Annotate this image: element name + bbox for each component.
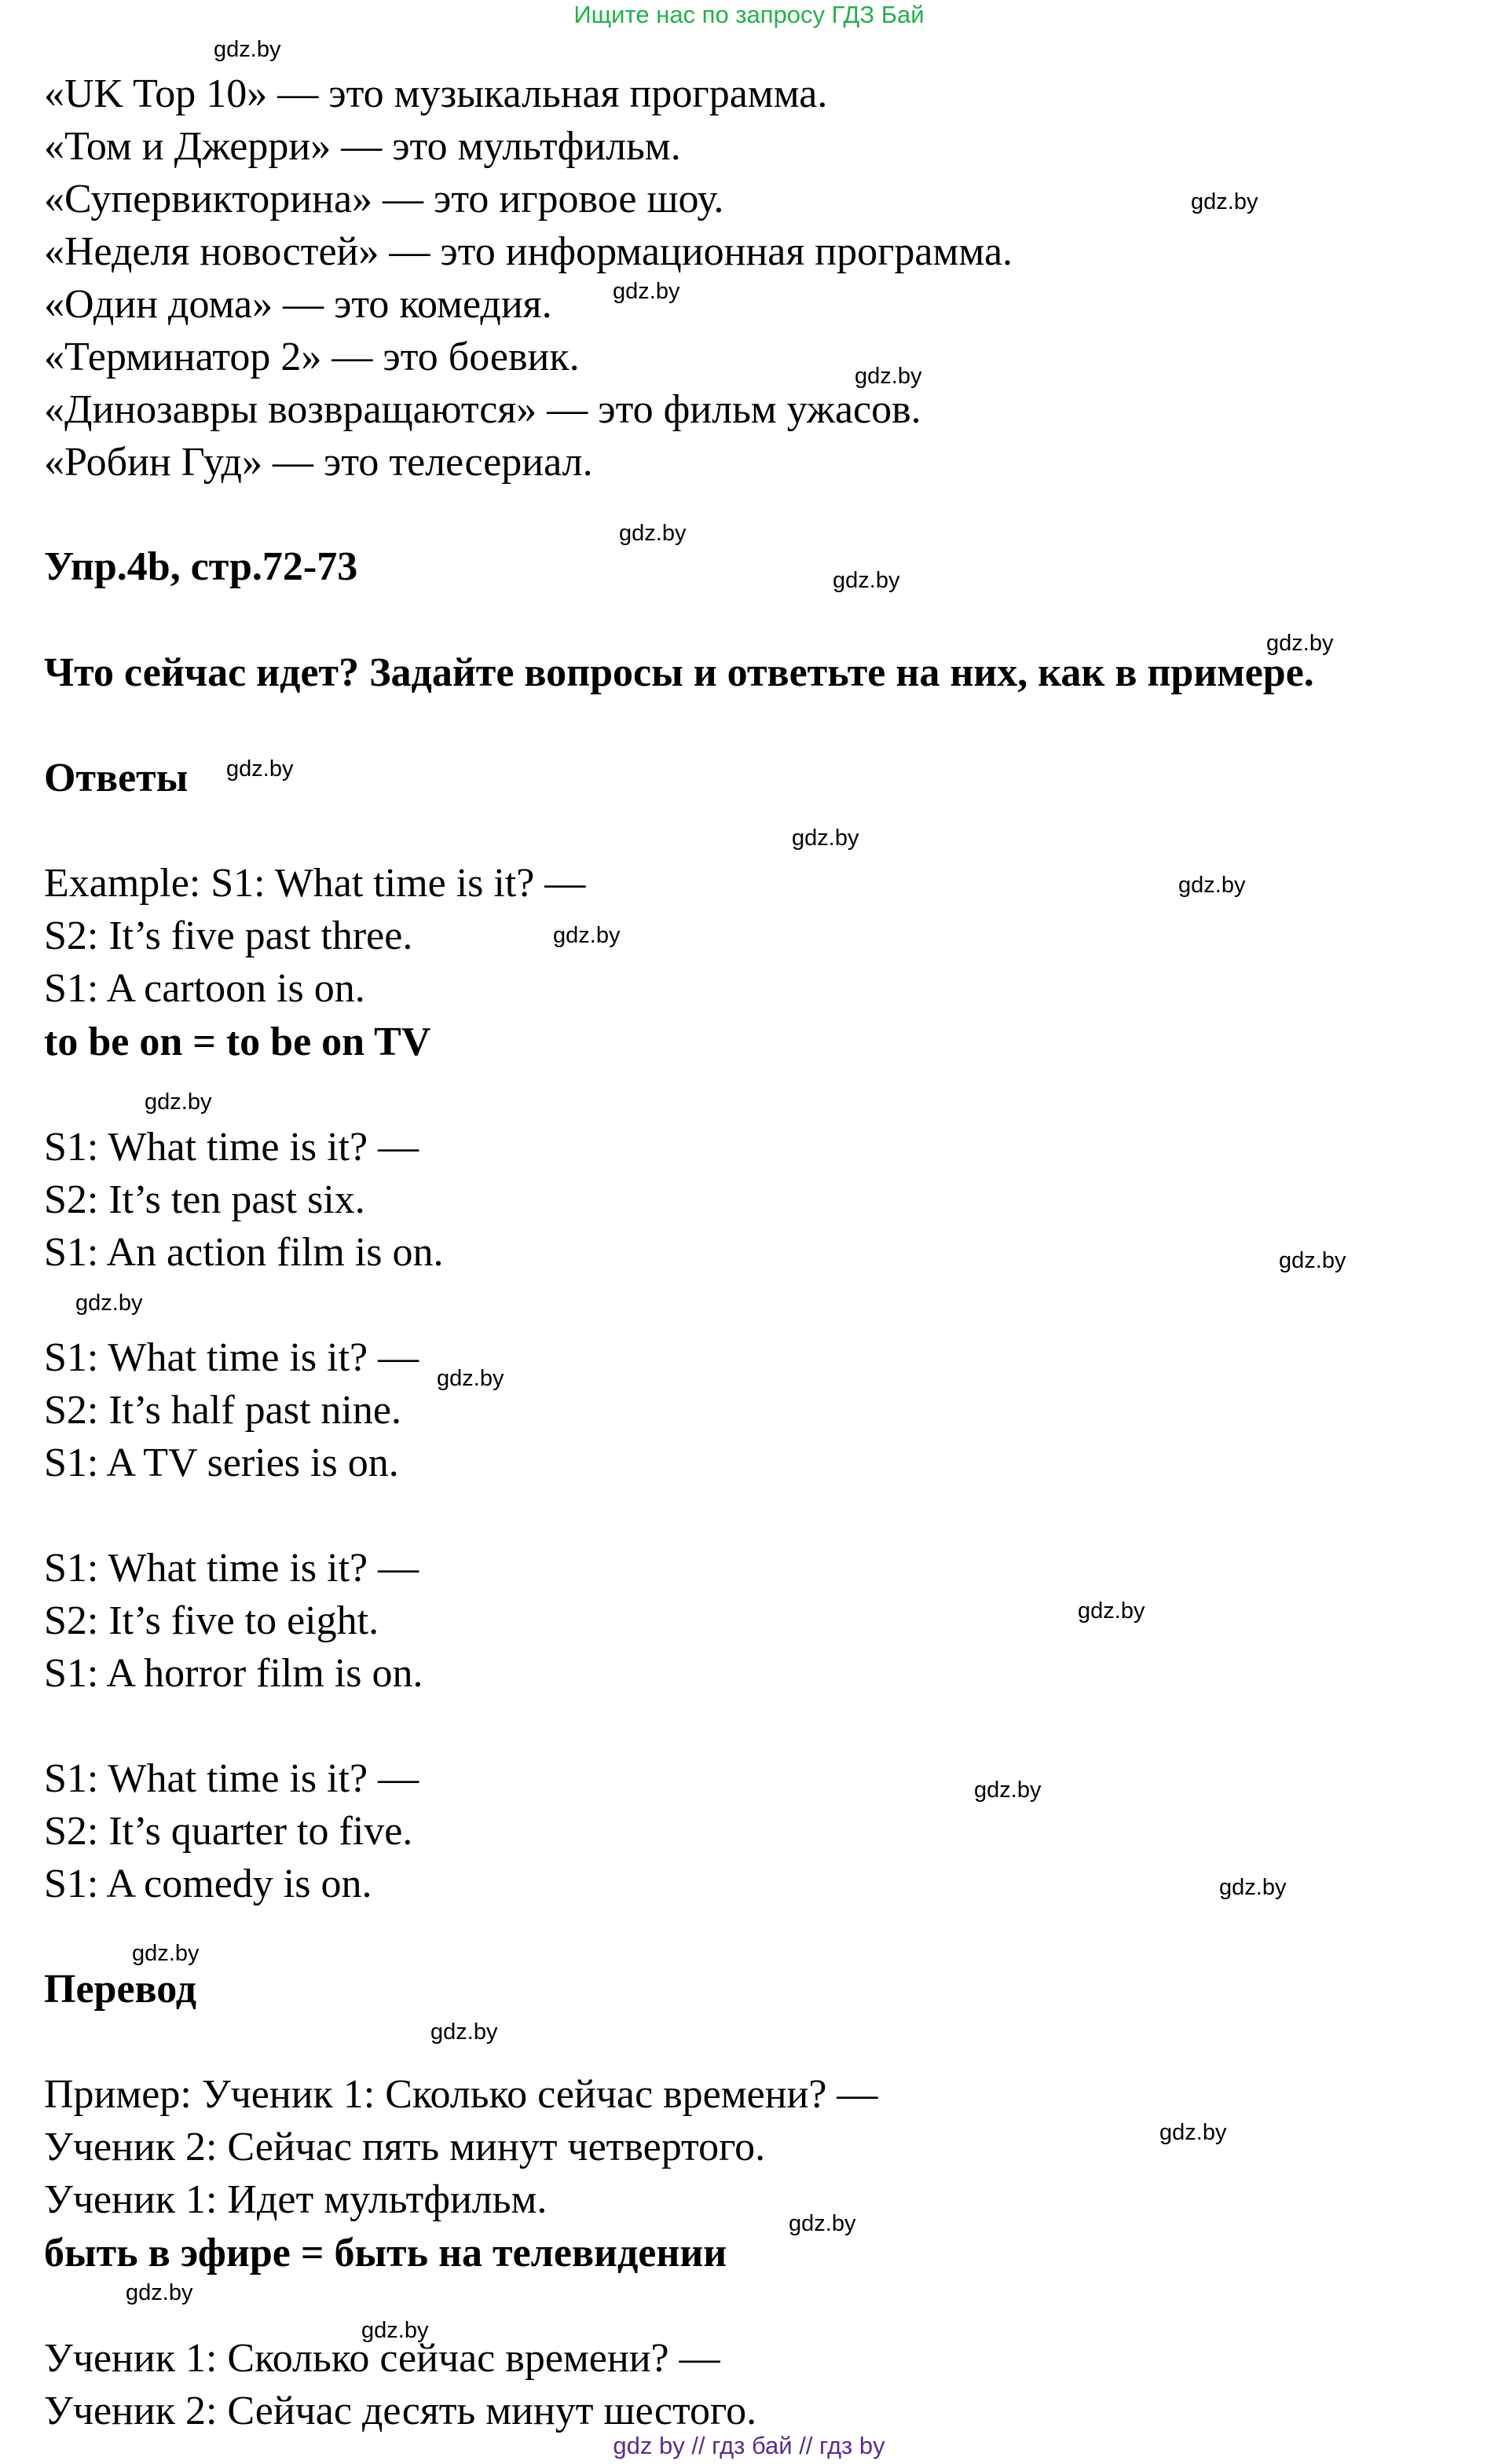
watermark: gdz.by	[1178, 873, 1246, 898]
watermark: gdz.by	[1191, 189, 1258, 214]
watermark: gdz.by	[855, 364, 922, 389]
watermark: gdz.by	[361, 2318, 429, 2343]
text-line: «UK Top 10» — это музыкальная программа.	[44, 71, 828, 116]
text-line: S1: What time is it? —	[44, 1335, 419, 1380]
watermark: gdz.by	[145, 1089, 212, 1115]
watermark: gdz.by	[833, 568, 900, 593]
text-line: Ученик 1: Сколько сейчас времени? —	[44, 2336, 720, 2381]
watermark: gdz.by	[126, 2280, 193, 2305]
watermark: gdz.by	[437, 1366, 504, 1391]
text-line: «Один дома» — это комедия.	[44, 282, 552, 327]
text-line: Ученик 1: Идет мультфильм.	[44, 2177, 548, 2222]
watermark: gdz.by	[792, 826, 859, 851]
translation-heading: Перевод	[44, 1967, 197, 2012]
text-line: S1: A horror film is on.	[44, 1651, 423, 1696]
text-line: S1: What time is it? —	[44, 1125, 419, 1170]
watermark: gdz.by	[132, 1941, 200, 1966]
task-text: Что сейчас идет? Задайте вопросы и ответьте на них, как в примере.	[44, 650, 1314, 695]
watermark: gdz.by	[1219, 1875, 1287, 1900]
watermark: gdz.by	[613, 279, 680, 304]
answers-heading: Ответы	[44, 756, 189, 800]
text-line: S2: It’s half past nine.	[44, 1388, 401, 1433]
watermark: gdz.by	[1078, 1598, 1145, 1624]
text-line: S2: It’s quarter to five.	[44, 1809, 413, 1854]
text-line: «Терминатор 2» — это боевик.	[44, 335, 580, 379]
exercise-heading: Упр.4b, стр.72-73	[44, 544, 358, 589]
text-line: «Робин Гуд» — это телесериал.	[44, 440, 593, 485]
text-line: S1: A comedy is on.	[44, 1862, 372, 1906]
text-line: S1: A TV series is on.	[44, 1441, 399, 1485]
watermark: gdz.by	[1266, 631, 1334, 656]
text-line: S2: It’s ten past six.	[44, 1177, 365, 1222]
text-line: быть в эфире = быть на телевидении	[44, 2231, 727, 2275]
text-line: «Том и Джерри» — это мультфильм.	[44, 124, 681, 169]
watermark: gdz.by	[1159, 2120, 1227, 2145]
footer-links[interactable]: gdz by // гдз бай // гдз by	[613, 2432, 885, 2459]
text-line: «Неделя новостей» — это информационная программа.	[44, 229, 1013, 274]
text-line: S2: It’s five past three.	[44, 913, 413, 958]
text-line: S1: An action film is on.	[44, 1230, 444, 1275]
watermark: gdz.by	[226, 756, 294, 782]
watermark: gdz.by	[619, 521, 687, 546]
text-line: S1: What time is it? —	[44, 1756, 419, 1801]
text-line: Ученик 2: Сейчас десять минут шестого.	[44, 2389, 757, 2433]
text-line: «Динозавры возвращаются» — это фильм ужасов.	[44, 387, 921, 432]
watermark: gdz.by	[1279, 1248, 1346, 1273]
search-banner[interactable]: Ищите нас по запросу ГДЗ Бай	[573, 1, 925, 28]
text-line: S1: What time is it? —	[44, 1546, 419, 1591]
text-line: Пример: Ученик 1: Сколько сейчас времени? —	[44, 2072, 878, 2117]
watermark: gdz.by	[214, 37, 281, 62]
text-line: «Супервикторина» — это игровое шоу.	[44, 177, 724, 222]
text-line: S2: It’s five to eight.	[44, 1598, 379, 1643]
watermark: gdz.by	[75, 1291, 143, 1316]
text-line: to be on = to be on TV	[44, 1020, 431, 1064]
text-line: Example: S1: What time is it? —	[44, 861, 586, 906]
watermark: gdz.by	[553, 923, 621, 948]
text-line: Ученик 2: Сейчас пять минут четвертого.	[44, 2125, 766, 2169]
watermark: gdz.by	[430, 2019, 498, 2045]
watermark: gdz.by	[974, 1778, 1042, 1803]
watermark: gdz.by	[789, 2211, 856, 2236]
text-line: S1: A cartoon is on.	[44, 966, 365, 1011]
